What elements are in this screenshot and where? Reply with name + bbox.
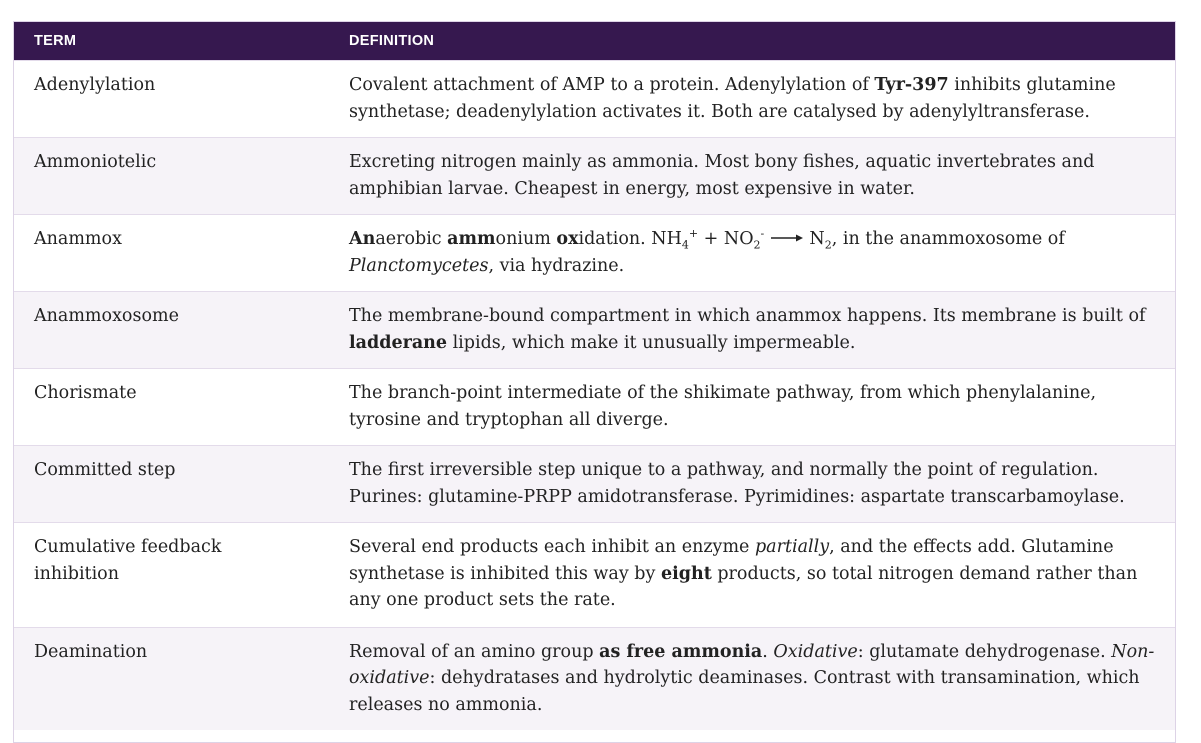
term-cell: Chorismate bbox=[14, 369, 329, 446]
table-header-row bbox=[14, 22, 1175, 61]
definition-cell: Anaerobic ammonium oxidation. $NH_4^+ + NO_2^-$ $N_2$, in the anammoxosome of Planctomycetes, via hydrazine. bbox=[329, 215, 1175, 292]
table-row bbox=[14, 523, 1175, 628]
table-row bbox=[14, 627, 1175, 730]
term-cell: Committed step bbox=[14, 446, 329, 523]
glossary-table bbox=[14, 22, 1175, 730]
term-cell: Anammox bbox=[14, 215, 329, 292]
column-header-term: TERM bbox=[14, 22, 329, 61]
definition-cell: Several end products each inhibit an enzyme partially, and the effects add. Glutamine synthetase is inhibited this way by eight products, so total nitrogen demand rather than any one product sets the rate. bbox=[329, 523, 1175, 628]
reaction-arrow-icon bbox=[770, 233, 804, 243]
definition-cell: Removal of an amino group as free ammonia. Oxidative: glutamate dehydrogenase. Non-oxidative: dehydratases and hydrolytic deaminases. Contrast with transamination, which releases no ammonia. bbox=[329, 627, 1175, 730]
definition-cell: The membrane-bound compartment in which anammox happens. Its membrane is built of ladderane lipids, which make it unusually impermeable. bbox=[329, 292, 1175, 369]
term-cell: Ammoniotelic bbox=[14, 138, 329, 215]
glossary-table-container bbox=[13, 21, 1176, 743]
term-cell: Adenylylation bbox=[14, 61, 329, 138]
term-cell: Cumulative feedback inhibition bbox=[14, 523, 329, 628]
table-row bbox=[14, 369, 1175, 446]
table-row bbox=[14, 292, 1175, 369]
term-cell: Anammoxosome bbox=[14, 292, 329, 369]
column-header-definition: DEFINITION bbox=[329, 22, 1175, 61]
table-row bbox=[14, 215, 1175, 292]
definition-cell: Excreting nitrogen mainly as ammonia. Most bony fishes, aquatic invertebrates and amphibian larvae. Cheapest in energy, most expensive in water. bbox=[329, 138, 1175, 215]
table-row bbox=[14, 446, 1175, 523]
table-row bbox=[14, 61, 1175, 138]
table-row bbox=[14, 138, 1175, 215]
definition-cell: The branch-point intermediate of the shikimate pathway, from which phenylalanine, tyrosine and tryptophan all diverge. bbox=[329, 369, 1175, 446]
term-cell: Deamination bbox=[14, 627, 329, 730]
definition-cell: Covalent attachment of AMP to a protein. Adenylylation of Tyr-397 inhibits glutamine synthetase; deadenylylation activates it. Both are catalysed by adenylyltransferase. bbox=[329, 61, 1175, 138]
definition-cell: The first irreversible step unique to a pathway, and normally the point of regulation. Purines: glutamine-PRPP amidotransferase. Pyrimidines: aspartate transcarbamoylase. bbox=[329, 446, 1175, 523]
